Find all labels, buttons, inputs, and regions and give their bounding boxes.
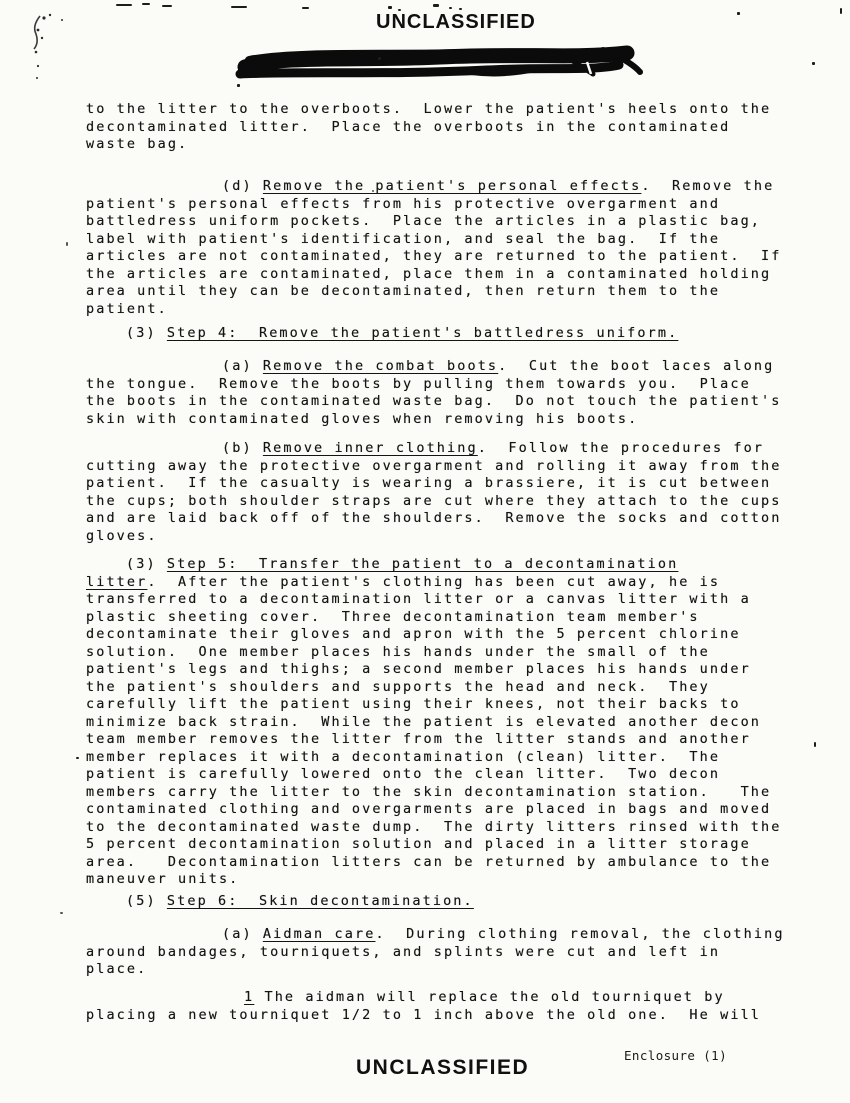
underlined-text: Step 6: Skin decontamination.: [166, 893, 474, 909]
document-line: [86, 854, 806, 872]
document-line: [86, 231, 806, 249]
text-segment: the tongue. Remove the boots by pulling them towards you. Place: [86, 375, 751, 392]
underlined-text: Step 4: Remove the patient's battledress uniform.: [166, 325, 679, 341]
text-segment: (3): [126, 325, 167, 341]
document-line: [86, 440, 806, 458]
text-segment: label with patient's identification, and seal the bag. If the: [86, 230, 721, 247]
document-line: [86, 944, 806, 962]
document-line: [86, 266, 806, 284]
text-segment: (a): [222, 926, 263, 942]
document-line: [86, 393, 806, 411]
text-segment: . Cut the boot laces along: [498, 358, 775, 374]
underlined-text: Remove inner clothing: [262, 440, 478, 456]
document-line: [86, 731, 806, 749]
text-segment: placing a new tourniquet 1/2 to 1 inch above the old one. He will: [86, 1006, 762, 1023]
document-line: [86, 411, 806, 429]
text-segment: the cups; both shoulder straps are cut where they attach to the cups: [86, 492, 782, 509]
text-segment: team member removes the litter from the litter stands and another: [86, 731, 751, 747]
document-line: [86, 358, 806, 376]
paragraph: [86, 178, 806, 318]
text-segment: the boots in the contaminated waste bag. Do not touch the patient's: [86, 393, 782, 409]
text-segment: skin with contaminated gloves when removing his boots.: [86, 410, 639, 427]
document-line: [86, 714, 806, 732]
document-line: [86, 213, 806, 231]
document-line: [86, 136, 806, 154]
document-line: [86, 784, 806, 802]
text-segment: place.: [86, 961, 148, 977]
paragraph: [86, 440, 806, 545]
document-line: [86, 475, 806, 493]
document-line: [86, 458, 806, 476]
paragraph: [86, 358, 806, 428]
text-segment: area until they can be decontaminated, then return them to the: [86, 283, 721, 299]
document-line: [86, 493, 806, 511]
text-segment: (b): [222, 440, 263, 456]
document-line: [86, 196, 806, 214]
document-line: [86, 644, 806, 662]
text-segment: carefully lift the patient using their knees, not their backs to: [86, 696, 741, 712]
text-segment: transferred to a decontamination litter or a canvas litter with a: [86, 591, 751, 607]
underlined-text: Aidman care: [262, 926, 376, 942]
underlined-text: Remove the patient's personal effects: [262, 178, 642, 194]
text-segment: patient.: [86, 300, 168, 317]
document-line: [86, 836, 806, 854]
text-segment: decontaminate their gloves and apron with the 5 percent chlorine: [86, 626, 741, 642]
underlined-text: 1: [244, 989, 255, 1005]
document-line: [86, 749, 806, 767]
document-line: [86, 609, 806, 627]
text-segment: and are laid back off of the shoulders. Remove the socks and cotton: [86, 510, 782, 526]
document-line: [86, 574, 806, 592]
text-segment: (5): [126, 893, 167, 909]
paragraph: [86, 989, 806, 1024]
document-line: [86, 510, 806, 528]
text-segment: minimize back strain. While the patient is elevated another decon: [86, 713, 762, 730]
text-segment: . After the patient's clothing has been cut away, he is: [147, 573, 721, 590]
text-segment: member replaces it with a decontamination (clean) litter. The: [86, 748, 721, 765]
document-line: [86, 376, 806, 394]
document-line: [86, 248, 806, 266]
underlined-text: Step 5: Transfer the patient to a decontamination: [166, 556, 679, 572]
document-line: [86, 893, 806, 911]
text-segment: the patient's shoulders and supports the head and neck. They: [86, 678, 710, 695]
document-line: [86, 661, 806, 679]
text-segment: articles are not contaminated, they are returned to the patient. If: [86, 248, 782, 264]
text-segment: (a): [222, 358, 263, 374]
text-segment: the articles are contaminated, place them in a contaminated holding: [86, 265, 772, 282]
paragraph: [86, 101, 806, 154]
document-line: [86, 696, 806, 714]
document-line: [86, 178, 806, 196]
text-segment: to the decontaminated waste dump. The dirty litters rinsed with the: [86, 818, 782, 835]
document-line: [86, 989, 806, 1007]
document-line: [86, 926, 806, 944]
text-segment: patient is carefully lowered onto the clean litter. Two decon: [86, 766, 721, 782]
text-segment: patient's legs and thighs; a second member places his hands under: [86, 661, 751, 677]
paragraph: [86, 556, 806, 889]
text-segment: waste bag.: [86, 136, 189, 152]
text-segment: plastic sheeting cover. Three decontamination team member's: [86, 608, 700, 625]
document-line: [86, 101, 806, 119]
document-line: [86, 591, 806, 609]
footer-classification: UNCLASSIFIED: [356, 1056, 530, 1079]
text-segment: The aidman will replace the old tourniquet by: [254, 989, 725, 1005]
text-segment: around bandages, tourniquets, and splints were cut and left in: [86, 943, 721, 960]
paragraph: [86, 926, 806, 979]
text-segment: to the litter to the overboots. Lower the patient's heels onto the: [86, 101, 772, 117]
text-segment: patient's personal effects from his protective overgarment and: [86, 195, 721, 212]
document-line: [86, 528, 806, 546]
text-segment: maneuver units.: [86, 871, 240, 887]
paragraph: [86, 893, 806, 911]
text-segment: . Follow the procedures for: [477, 440, 765, 456]
text-segment: solution. One member places his hands under the small of the: [86, 643, 710, 660]
document-line: [86, 325, 806, 343]
underlined-text: litter: [86, 573, 148, 590]
text-segment: 5 percent decontamination solution and placed in a litter storage: [86, 836, 751, 852]
document-line: [86, 961, 806, 979]
document-line: [86, 819, 806, 837]
text-segment: area. Decontamination litters can be returned by ambulance to the: [86, 853, 772, 870]
paragraph: [86, 325, 806, 343]
document-line: [86, 301, 806, 319]
document-line: [86, 556, 806, 574]
enclosure-label: Enclosure (1): [624, 1048, 728, 1063]
text-segment: gloves.: [86, 527, 158, 544]
document-line: [86, 766, 806, 784]
text-segment: (d): [222, 178, 263, 194]
text-segment: . During clothing removal, the clothing: [375, 926, 785, 942]
text-segment: . Remove the: [641, 178, 775, 194]
text-segment: patient. If the casualty is wearing a brassiere, it is cut between: [86, 475, 772, 491]
document-line: [86, 626, 806, 644]
document-line: [86, 679, 806, 697]
underlined-text: Remove the combat boots: [262, 358, 499, 374]
document-line: [86, 801, 806, 819]
text-segment: (3): [126, 556, 167, 572]
document-line: [86, 283, 806, 301]
text-segment: cutting away the protective overgarment and rolling it away from the: [86, 457, 782, 474]
text-segment: decontaminated litter. Place the overboots in the contaminated: [86, 118, 731, 135]
document-line: [86, 1007, 806, 1025]
document-line: [86, 119, 806, 137]
text-segment: contaminated clothing and overgarments are placed in bags and moved: [86, 801, 772, 817]
text-segment: members carry the litter to the skin decontamination station. The: [86, 783, 772, 800]
header-classification: UNCLASSIFIED: [376, 11, 536, 33]
text-segment: battledress uniform pockets. Place the articles in a plastic bag,: [86, 213, 762, 229]
document-line: [86, 871, 806, 889]
